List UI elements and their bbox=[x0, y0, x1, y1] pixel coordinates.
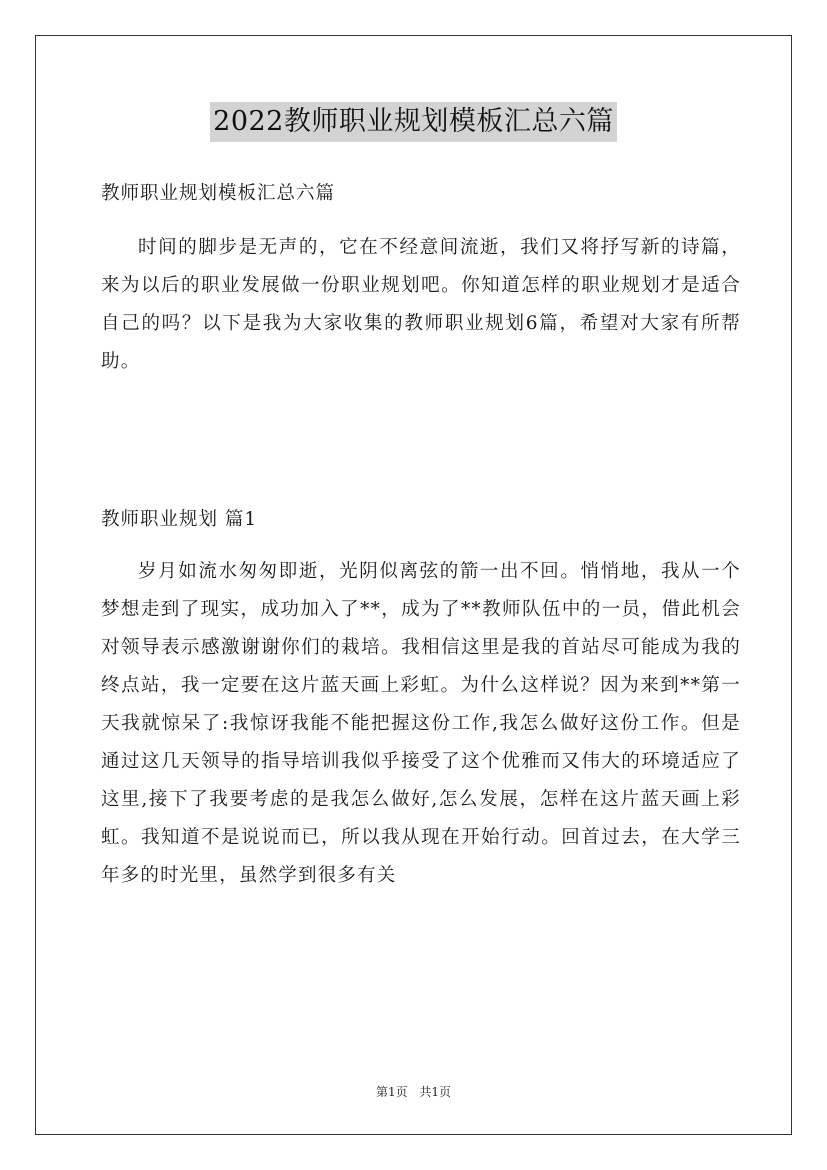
section-heading: 教师职业规划 篇1 bbox=[101, 509, 258, 530]
section-paragraph: 岁月如流水匆匆即逝，光阴似离弦的箭一出不回。悄悄地，我从一个梦想走到了现实，成功加入了**，成为了**教师队伍中的一员，借此机会对领导表示感激谢谢你们的栽培。我相信这里是我的首站尽可能成为我的终点站，我一定要在这片蓝天画上彩虹。为什么这样说？因为来到**第一天我就惊呆了:我惊讶我能不能把握这份工作,我怎么做好这份工作。但是通过这几天领导的指导培训我似乎接受了这个优雅而又伟大的环境适应了这里,接下了我要考虑的是我怎么做好,怎么发展，怎样在这片蓝天画上彩虹。我知道不是说说而已，所以我从现在开始行动。回首过去，在大学三年多的时光里，虽然学到很多有关 bbox=[101, 561, 741, 886]
page-number: 第1页 bbox=[375, 1085, 408, 1099]
intro-paragraph: 时间的脚步是无声的，它在不经意间流逝，我们又将抒写新的诗篇，来为以后的职业发展做一份职业规划吧。你知道怎样的职业规划才是适合自己的吗？以下是我为大家收集的教师职业规划6篇，希望对大家有所帮助。 bbox=[101, 237, 741, 372]
title-container bbox=[0, 102, 827, 142]
document-title: 2022教师职业规划模板汇总六篇 bbox=[210, 102, 617, 142]
page-footer bbox=[0, 1084, 827, 1100]
total-pages: 共1页 bbox=[419, 1085, 452, 1099]
section-block bbox=[101, 553, 741, 895]
intro-block bbox=[101, 229, 741, 381]
document-subtitle: 教师职业规划模板汇总六篇 bbox=[101, 183, 336, 204]
